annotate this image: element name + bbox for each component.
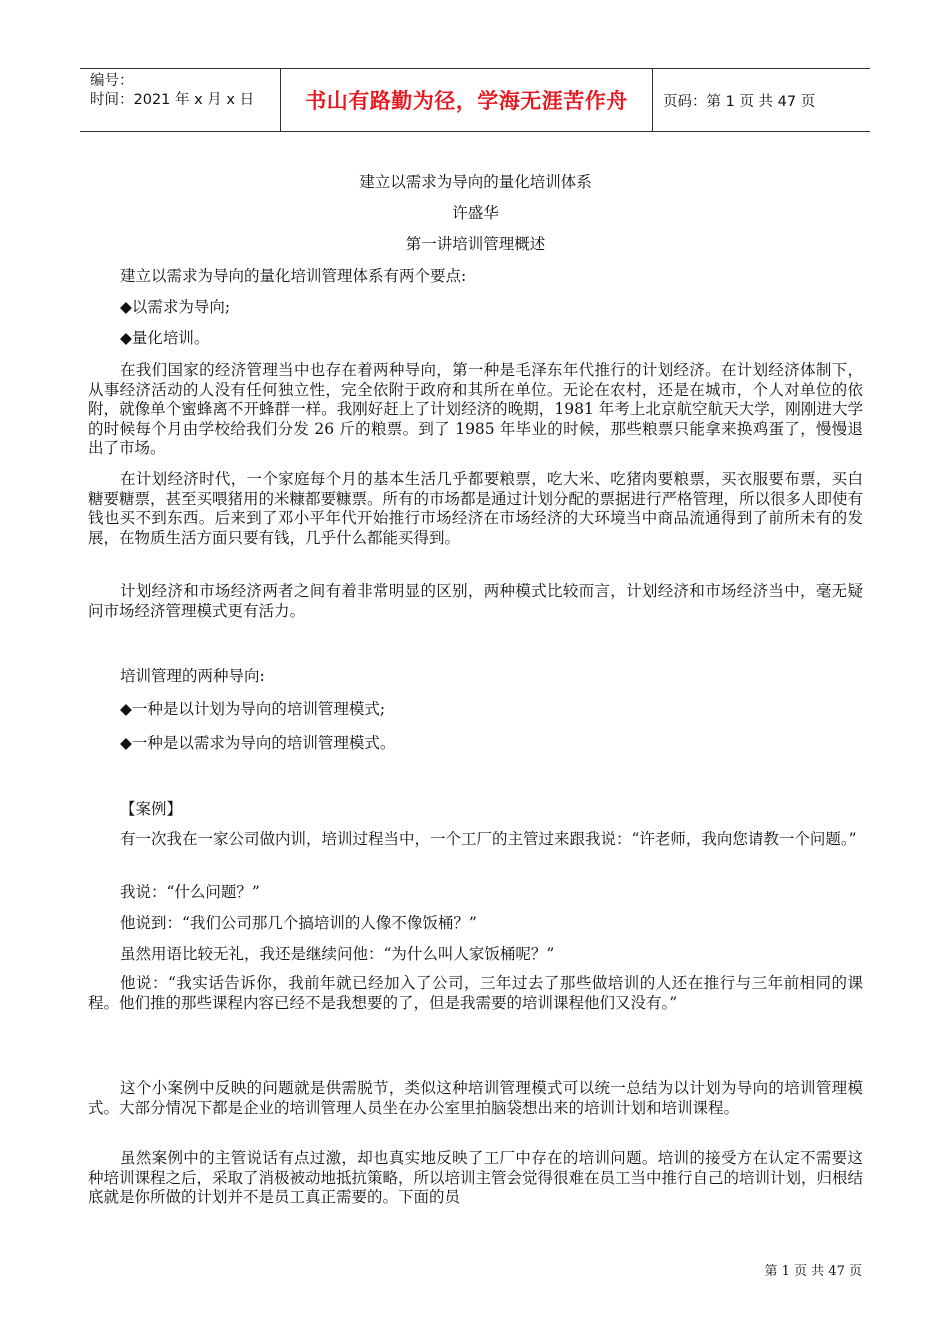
intro-text: 建立以需求为导向的量化培训管理体系有两个要点: <box>120 267 467 285</box>
date-label: 时间：2021 年 x 月 x 日 <box>90 92 255 108</box>
footer-page: 第 1 页 共 47 页 <box>764 1264 862 1279</box>
motto: 书山有路勤为径，学海无涯苦作舟 <box>281 69 653 131</box>
lecture-title: 第一讲培训管理概述 <box>405 235 546 253</box>
case-paragraph-1: 有一次我在一家公司做内训，培训过程当中，一个工厂的主管过来跟我说：“许老师，我向您请教一个问题。” <box>120 830 857 848</box>
case-paragraph-2: 我说：“什么问题？” <box>120 883 260 901</box>
header-meta <box>80 69 281 131</box>
paragraph-2: 在计划经济时代，一个家庭每个月的基本生活几乎都要粮票，吃大米、吃猪肉要粮票，买衣服要布票，买白糖要糖票，甚至买喂猪用的米糠都要糠票。所有的市场都是通过计划分配的票据进行严格管理，所以很多人即使有钱也买不到东西。后来到了邓小平年代开始推行市场经济在市场经济的大环境当中商品流通得到了前所未有的发展，在物质生活方面只要有钱，几乎什么都能买得到。 <box>88 470 864 547</box>
orientation-1: ◆一种是以计划为导向的培训管理模式; <box>120 700 386 718</box>
point-1: ◆以需求为导向; <box>120 298 231 316</box>
paragraph-4: 这个小案例中反映的问题就是供需脱节，类似这种培训管理模式可以统一总结为以计划为导向的培训管理模式。大部分情况下都是企业的培训管理人员坐在办公室里拍脑袋想出来的培训计划和培训课程。 <box>88 1079 863 1117</box>
point-2: ◆量化培训。 <box>120 329 210 347</box>
case-heading: 【案例】 <box>120 800 183 818</box>
doc-title: 建立以需求为导向的量化培训体系 <box>359 173 592 191</box>
page-label: 页码：第 1 页 共 47 页 <box>663 93 816 110</box>
header-table <box>80 68 870 132</box>
case-paragraph-5: 他说：“我实话告诉你，我前年就已经加入了公司，三年过去了那些做培训的人还在推行与三年前相同的课程。他们推的那些课程内容已经不是我想要的了，但是我需要的培训课程他们又没有。” <box>88 974 863 1012</box>
paragraph-3: 计划经济和市场经济两者之间有着非常明显的区别，两种模式比较而言，计划经济和市场经济当中，毫无疑问市场经济管理模式更有活力。 <box>88 582 863 620</box>
case-paragraph-3: 他说到：“我们公司那几个搞培训的人像不像饭桶？” <box>120 914 477 932</box>
doc-author: 许盛华 <box>452 204 499 222</box>
orientation-2: ◆一种是以需求为导向的培训管理模式。 <box>120 734 396 752</box>
paragraph-1: 在我们国家的经济管理当中也存在着两种导向，第一种是毛泽东年代推行的计划经济。在计划经济体制下，从事经济活动的人没有任何独立性，完全依附于政府和其所在单位。无论在农村，还是在城市，个人对单位的依附，就像单个蜜蜂离不开蜂群一样。我刚好赶上了计划经济的晚期，1981 年考上北京航空航天大学，刚刚进大学的时候每个月由学校给我们分发 26 斤的粮票。到了 1985 年毕业的时候，那些粮票只能拿来换鸡蛋了，慢慢退出了市场。 <box>88 361 863 457</box>
two-orientations-heading: 培训管理的两种导向: <box>120 667 265 685</box>
number-label: 编号： <box>90 73 134 89</box>
case-paragraph-4: 虽然用语比较无礼，我还是继续问他：“为什么叫人家饭桶呢？” <box>120 945 555 963</box>
paragraph-5: 虽然案例中的主管说话有点过激，却也真实地反映了工厂中存在的培训问题。培训的接受方在认定不需要这种培训课程之后，采取了消极被动地抵抗策略，所以培训主管会觉得很难在员工当中推行自己的培训计划，归根结底就是你所做的计划并不是员工真正需要的。下面的员 <box>88 1149 864 1206</box>
